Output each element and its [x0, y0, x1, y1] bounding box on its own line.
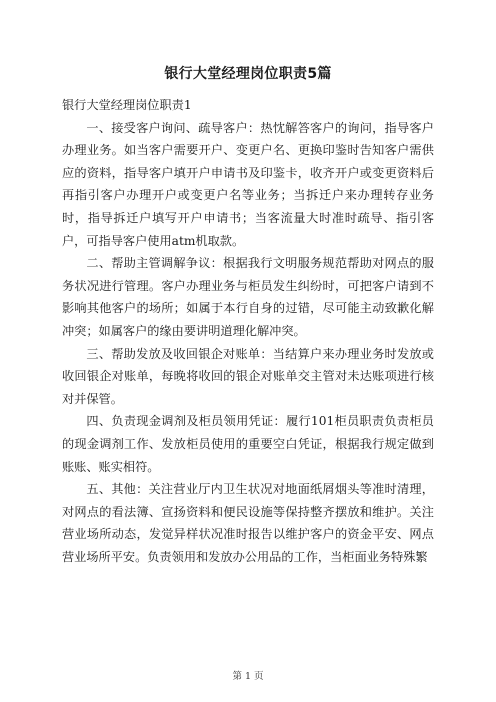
paragraph-5: 五、其他：关注营业厅内卫生状况对地面纸屑烟头等准时清理，对网点的看法簿、宣扬资料和便民设施等保持整齐摆放和维护。关注营业场所动态，发觉异样状况准时报告以维护客户的资金平安、网点营业场所平安。负责领用和发放办公用品的工作，当柜面业务特殊繁: [62, 482, 434, 564]
paragraph-3: 三、帮助发放及收回银企对账单：当结算户来办理业务时发放或收回银企对账单，每晚将收回的银企对账单交主管对未达账项进行核对并保管。: [62, 346, 434, 406]
paragraph-1: 一、接受客户询问、疏导客户：热忱解答客户的询问，指导客户办理业务。如当客户需要开户、变更户名、更换印鉴时告知客户需供应的资料，指导客户填开户申请书及印鉴卡，收齐开户或变更资料后再指引客户办理开户或变更户名等业务；当拆迁户来办理转存业务时，指导拆迁户填写开户申请书；当客流量大时准时疏导、指引客户，可指导客户使用atm机取款。: [62, 120, 434, 248]
page-number: 第 1 页: [232, 671, 264, 682]
paragraph-4: 四、负责现金调剂及柜员领用凭证：履行101柜员职责负责柜员的现金调剂工作、发放柜员使用的重要空白凭证，根据我行规定做到账账、账实相符。: [62, 414, 434, 474]
document-title: 银行大堂经理岗位职责5篇: [164, 66, 332, 82]
paragraph-2: 二、帮助主管调解争议：根据我行文明服务规范帮助对网点的服务状况进行管理。客户办理业务与柜员发生纠纷时，可把客户请到不影响其他客户的场所；如属于本行自身的过错，尽可能主动致歉化解冲突；如属客户的缘由要讲明道理化解冲突。: [62, 256, 434, 338]
section-subtitle: 银行大堂经理岗位职责1: [62, 98, 192, 112]
document-body: [62, 94, 434, 568]
